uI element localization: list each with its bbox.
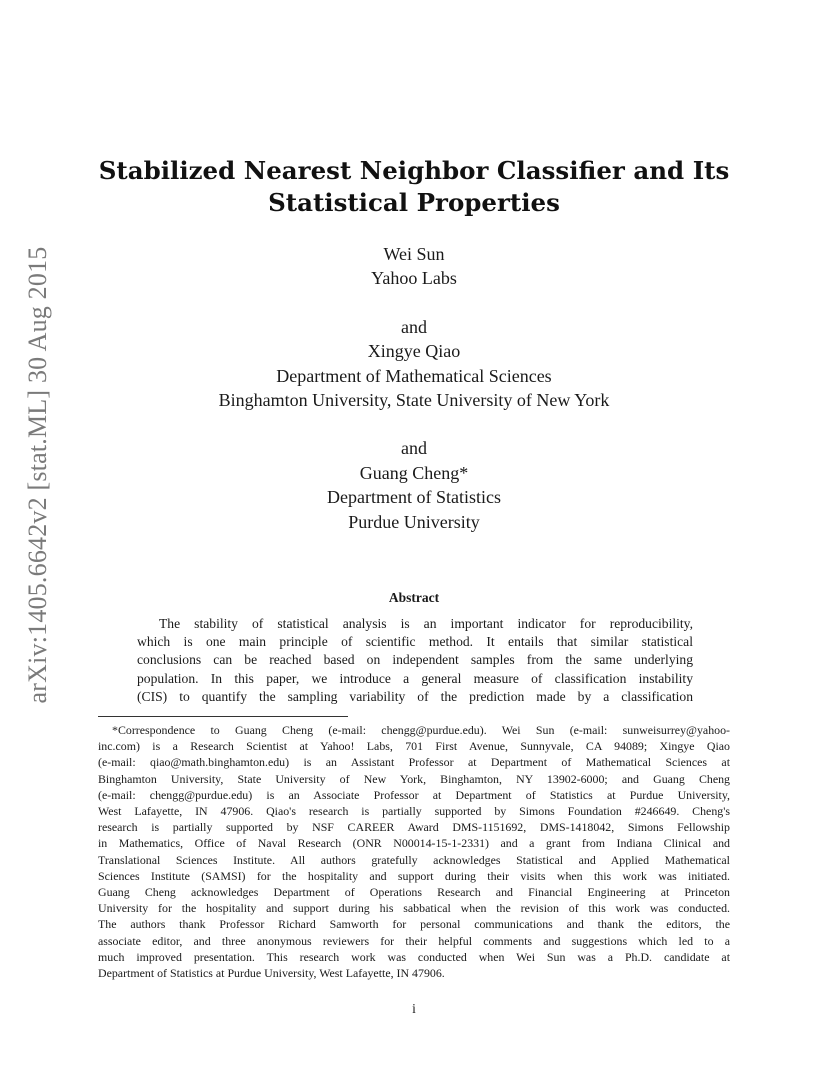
footnote-line: (e-mail: chengg@purdue.edu) is an Associate Professor at Department of Statistics at Purdue University, xyxy=(98,787,730,802)
author-department-3: Department of Statistics xyxy=(327,487,501,508)
footnote-line: much improved presentation. This research work was conducted when Wei Sun was a Ph.D. candidate at xyxy=(98,949,730,964)
abstract-body xyxy=(137,615,693,706)
footnote-line: associate editor, and three anonymous reviewers for their helpful comments and suggestions which led to a xyxy=(98,933,730,948)
author-name-2: Xingye Qiao xyxy=(367,341,461,362)
abstract-line: population. In this paper, we introduce a general measure of classification instability xyxy=(137,670,693,686)
footnote-line: Guang Cheng acknowledges Department of Operations Research and Financial Engineering at Princeton xyxy=(98,885,730,900)
author-name-3: Guang Cheng* xyxy=(359,462,469,483)
footnote-line: research is partially supported by NSF CAREER Award DMS-1151692, DMS-1418042, Simons Fellowship xyxy=(98,820,730,835)
abstract-line: The stability of statistical analysis is an important indicator for reproducibility, xyxy=(159,616,693,631)
abstract-line: (CIS) to quantify the sampling variability of the prediction made by a classification xyxy=(137,688,693,704)
author-affiliation-2: Binghamton University, State University of New York xyxy=(218,390,610,411)
footnote-line: Binghamton University, State University of New York, Binghamton, NY 13902-6000; and Guang Cheng xyxy=(98,771,730,786)
author-affiliation-3: Purdue University xyxy=(348,511,480,532)
footnote-line: *Correspondence to Guang Cheng (e-mail: chengg@purdue.edu). Wei Sun (e-mail: sunweisurrey@yahoo- xyxy=(112,723,730,737)
footnote-divider xyxy=(98,716,348,717)
author-spacer xyxy=(100,412,728,436)
footnote-line: West Lafayette, IN 47906. Qiao's research is partially supported by Simons Foundation #246649. Cheng's xyxy=(98,804,730,819)
author-separator-2: and xyxy=(401,438,427,459)
author-name-1: Wei Sun xyxy=(383,244,445,264)
author-separator-1: and xyxy=(401,316,427,337)
footnote-line: (e-mail: qiao@math.binghamton.edu) is an Assistant Professor at Department of Mathematical Sciences at xyxy=(98,755,730,770)
footnote-line: in Mathematics, Office of Naval Research (ONR N00014-15-1-2331) and a grant from Indiana Clinical and xyxy=(98,836,730,851)
author-affiliation-1: Yahoo Labs xyxy=(371,268,457,289)
page-number: i xyxy=(412,1001,416,1016)
abstract-line: which is one main principle of scientific method. It entails that similar statistical xyxy=(137,634,693,650)
footnote-line: The authors thank Professor Richard Samworth for personal communications and thank the editors, the xyxy=(98,917,730,932)
title-line-2: Statistical Properties xyxy=(268,188,560,217)
correspondence-footnote xyxy=(98,722,730,981)
author-department-2: Department of Mathematical Sciences xyxy=(276,365,552,386)
paper-title xyxy=(80,155,748,219)
abstract-heading: Abstract xyxy=(388,590,440,605)
footnote-line: inc.com) is a Research Scientist at Yahoo! Labs, 701 First Avenue, Sunnyvale, CA 94089; Xingye Qiao xyxy=(98,739,730,754)
arxiv-identifier-stamp: arXiv:1405.6642v2 [stat.ML] 30 Aug 2015 xyxy=(23,246,52,704)
footnote-line: Translational Sciences Institute. All authors gratefully acknowledges Statistical and Applied Mathematical xyxy=(98,852,730,867)
author-block xyxy=(100,242,728,534)
title-line-1: Stabilized Nearest Neighbor Classifier and Its xyxy=(98,156,730,185)
footnote-line: Sciences Institute (SAMSI) for the hospitality and support during their visits when this work was initiated. xyxy=(98,868,730,883)
footnote-line: University for the hospitality and support during his sabbatical when the revision of this work was conducted. xyxy=(98,901,730,916)
author-spacer xyxy=(100,291,728,315)
footnote-line: Department of Statistics at Purdue University, West Lafayette, IN 47906. xyxy=(98,966,445,981)
abstract-line: conclusions can be reached based on independent samples from the same underlying xyxy=(137,652,693,668)
